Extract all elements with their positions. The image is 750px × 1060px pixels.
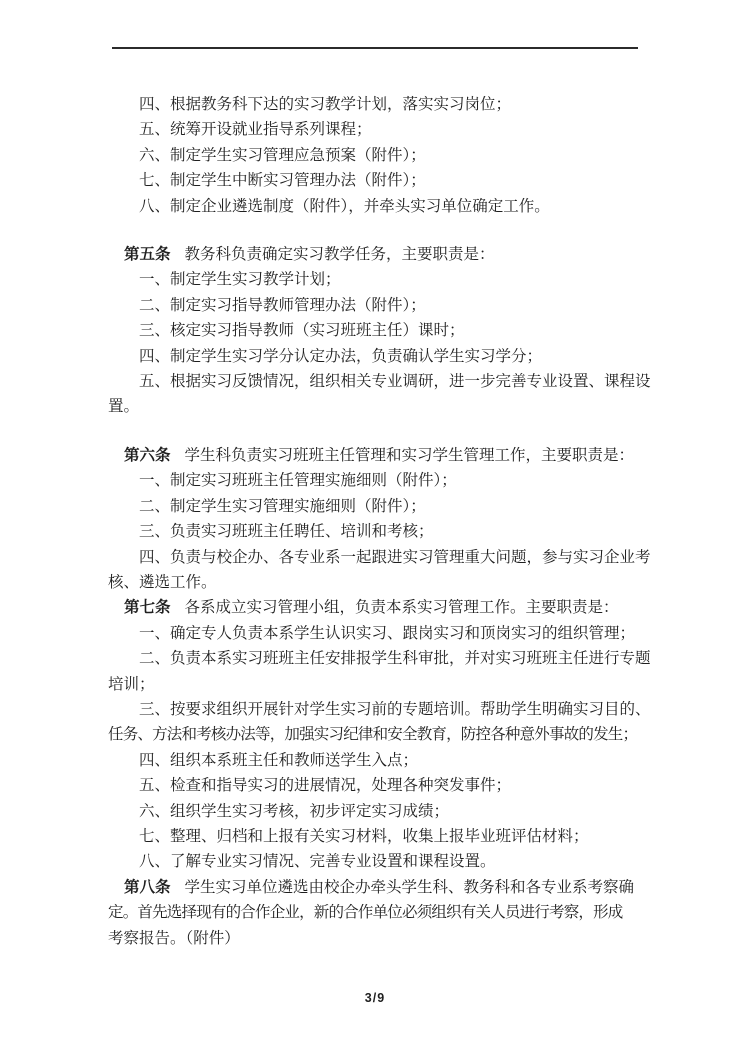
article-heading bbox=[108, 875, 650, 900]
text-line: 四、负责与校企办、各专业系一起跟进实习管理重大问题，参与实习企业考 bbox=[139, 548, 651, 566]
header-rule bbox=[112, 47, 638, 49]
text-line: 八、了解专业实习情况、完善专业设置和课程设置。 bbox=[139, 853, 496, 871]
text-line: 三、负责实习班班主任聘任、培训和考核； bbox=[139, 523, 434, 541]
text-line: 置。 bbox=[108, 398, 140, 416]
article-number: 第七条 bbox=[124, 599, 171, 617]
article-heading bbox=[108, 443, 650, 468]
text-line: 六、制定学生实习管理应急预案（附件）； bbox=[139, 146, 426, 164]
text-line: 一、制定实习班班主任管理实施细则（附件）； bbox=[139, 472, 457, 490]
text-line: 七、整理、归档和上报有关实习材料，收集上报毕业班评估材料； bbox=[139, 827, 589, 845]
article-heading bbox=[108, 242, 650, 267]
article-number: 第六条 bbox=[124, 446, 171, 464]
text-line: 任务、方法和考核办法等，加强实习纪律和安全教育，防控各种意外事故的发生； bbox=[108, 726, 638, 744]
text-line: 六、组织学生实习考核，初步评定实习成绩； bbox=[139, 802, 450, 820]
text-line: 四、制定学生实习学分认定办法，负责确认学生实习学分； bbox=[139, 347, 543, 365]
article-heading-text: 教务科负责确定实习教学任务，主要职责是： bbox=[184, 246, 495, 264]
text-line: 二、负责本系实习班班主任安排报学生科审批，并对实习班班主任进行专题 bbox=[139, 650, 651, 668]
text-line: 三、按要求组织开展针对学生实习前的专题培训。帮助学生明确实习目的、 bbox=[139, 700, 651, 718]
text-line: 定。首先选择现有的合作企业，新的合作单位必须组织有关人员进行考察，形成 bbox=[108, 904, 623, 922]
text-line: 五、检查和指导实习的进展情况，处理各种突发事件； bbox=[139, 777, 512, 795]
article-heading-text: 各系成立实习管理小组，负责本系实习管理工作。主要职责是： bbox=[184, 599, 619, 617]
page-number: 3/9 bbox=[364, 991, 386, 1005]
text-line: 四、根据教务科下达的实习教学计划，落实实习岗位； bbox=[139, 96, 512, 113]
text-line: 培训； bbox=[108, 675, 155, 693]
text-line: 五、根据实习反馈情况，组织相关专业调研，进一步完善专业设置、课程设 bbox=[139, 373, 651, 391]
text-line: 七、制定学生中断实习管理办法（附件）； bbox=[139, 172, 426, 190]
text-line: 二、制定实习指导教师管理办法（附件）； bbox=[139, 296, 426, 314]
article-number: 第五条 bbox=[124, 246, 171, 264]
text-line: 八、制定企业遴选制度（附件），并牵头实习单位确定工作。 bbox=[139, 197, 550, 215]
article-heading-text: 学生科负责实习班班主任管理和实习学生管理工作，主要职责是： bbox=[184, 446, 635, 464]
text-line: 一、制定学生实习教学计划； bbox=[139, 271, 341, 289]
text-line: 二、制定学生实习管理实施细则（附件）； bbox=[139, 497, 426, 515]
text-line: 五、统筹开设就业指导系列课程； bbox=[139, 121, 372, 139]
text-line: 三、核定实习指导教师（实习班班主任）课时； bbox=[139, 322, 465, 340]
text-line: 四、组织本系班主任和教师送学生入点； bbox=[139, 751, 419, 769]
article-heading-text: 学生实习单位遴选由校企办牵头学生科、教务科和各专业系考察确 bbox=[184, 878, 635, 896]
article-number: 第八条 bbox=[124, 878, 171, 896]
text-line: 一、确定专人负责本系学生认识实习、跟岗实习和顶岗实习的组织管理； bbox=[139, 624, 636, 642]
text-line: 考察报告。（附件） bbox=[108, 929, 240, 947]
text-line: 核、遴选工作。 bbox=[108, 573, 217, 591]
article-heading bbox=[108, 595, 650, 620]
document-content bbox=[108, 92, 650, 951]
